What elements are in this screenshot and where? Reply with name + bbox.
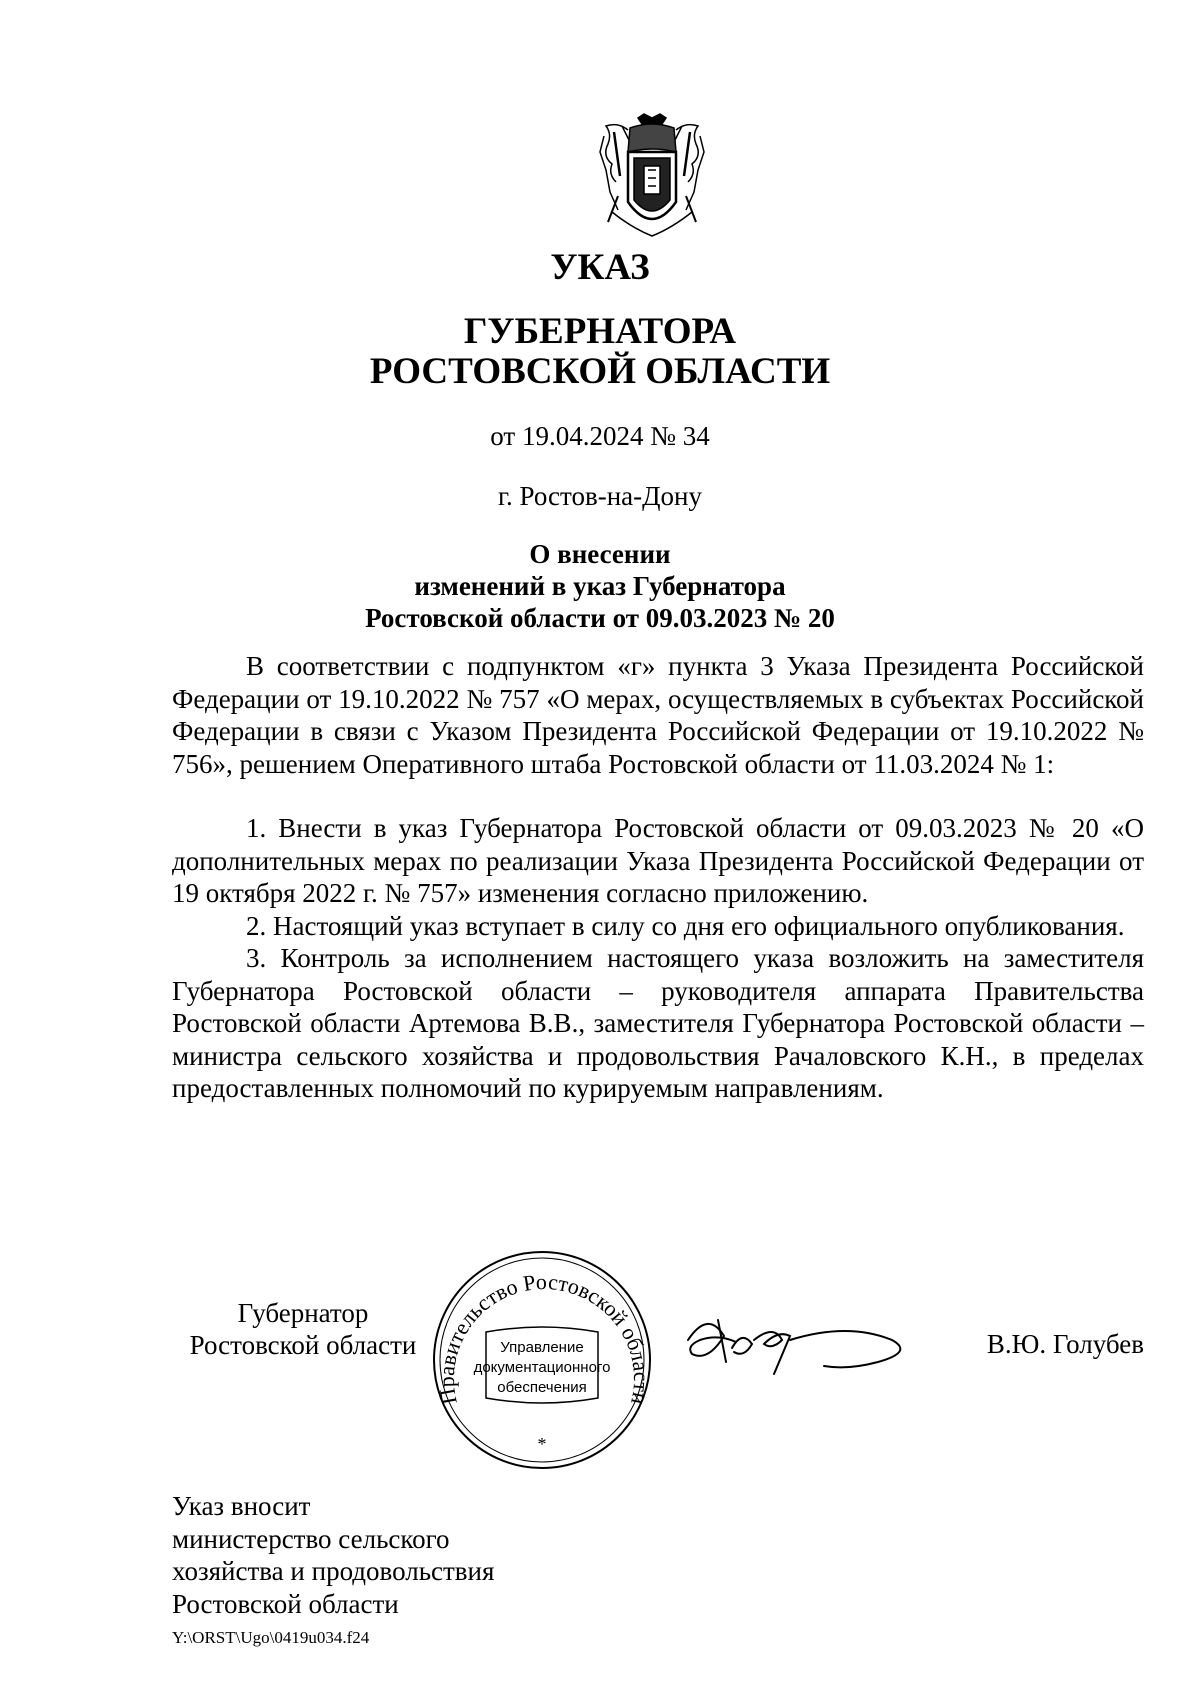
signatory-position — [172, 1297, 434, 1361]
file-path: Y:\ORST\Ugo\0419u034.f24 — [172, 1628, 370, 1647]
city: г. Ростов-на-Дону — [497, 481, 702, 511]
introduced-by-line-4: Ростовской области — [172, 1588, 399, 1619]
introduced-by-line-1: Указ вносит — [172, 1491, 311, 1521]
item-1-paragraph: 1. Внести в указ Губернатора Ростовской области от 09.03.2023 № 20 «О дополнительных мерах по реализации Указа Президента Российской Федерации от 19 октября 2022 г. № 757» изменения согласно приложению. — [172, 813, 1144, 908]
preamble-paragraph: В соответствии с подпунктом «г» пункта 3 Указа Президента Российской Федерации от 19.10.2022 № 757 «О мерах, осуществляемых в субъектах Российской Федерации в связи с Указом Президента Российской Федерации от 19.10.2022 № 756», решением Оперативного штаба Ростовской области от 11.03.2024 № 1: — [172, 651, 1144, 779]
item-2-paragraph: 2. Настоящий указ вступает в силу со дня его официального опубликования. — [246, 910, 1125, 941]
signatory-position-line-2: Ростовской области — [189, 1330, 417, 1360]
signatory-position-line-1: Губернатор — [237, 1298, 369, 1328]
coat-of-arms-icon — [598, 112, 706, 240]
seal-inner-line-2: документационного — [473, 1359, 611, 1376]
seal-inner-line-1: Управление — [500, 1339, 584, 1356]
subject-line-3: Ростовской области от 09.03.2023 № 20 — [365, 603, 835, 633]
issuer-line-2: РОСТОВСКОЙ ОБЛАСТИ — [369, 351, 831, 392]
document-body — [172, 650, 1144, 1105]
item-3-paragraph: 3. Контроль за исполнением настоящего указа возложить на заместителя Губернатора Ростовской области – руководителя аппарата Правительства Ростовской области Артемова В.В., заместителя Губернатора Ростовской области – министра сельского хозяйства и продовольствия Рачаловского К.Н., в пределах предоставленных полномочий по курируемым направлениям. — [172, 943, 1144, 1103]
date-number: от 19.04.2024 № 34 — [490, 421, 710, 451]
document-type: УКАЗ — [550, 247, 650, 288]
introduced-by-line-2: министерство сельского — [172, 1523, 450, 1554]
issuer-line-1: ГУБЕРНАТОРА — [463, 311, 737, 352]
seal-outer-text: Правительство Ростовской области — [433, 1268, 654, 1407]
official-seal — [430, 1248, 654, 1472]
subject-line-2: изменений в указ Губернатора — [414, 571, 786, 601]
handwritten-signature — [678, 1300, 928, 1390]
introduced-by-line-3: хозяйства и продовольствия — [172, 1556, 495, 1586]
subject-line-1: О внесении — [529, 539, 671, 569]
introduced-by-block — [172, 1490, 494, 1620]
seal-inner-line-3: обеспечения — [497, 1379, 587, 1396]
seal-star: * — [537, 1434, 547, 1454]
signatory-name: В.Ю. Голубев — [986, 1329, 1144, 1359]
